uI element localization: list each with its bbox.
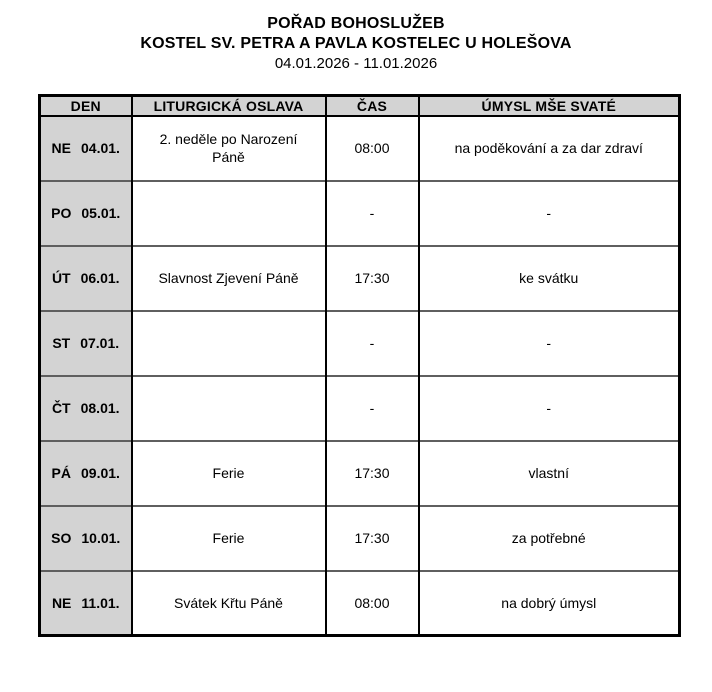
table-row xyxy=(40,246,680,311)
day-abbr: SO xyxy=(51,530,72,546)
day-abbr: ČT xyxy=(51,400,71,416)
date-range: 04.01.2026 - 11.01.2026 xyxy=(274,55,438,72)
column-header-time: ČAS xyxy=(326,96,419,116)
church-name: KOSTEL SV. PETRA A PAVLA KOSTELEC U HOLEŠOVA xyxy=(140,35,572,52)
time-cell: - xyxy=(326,311,419,376)
intention-cell: na poděkování a za dar zdraví xyxy=(419,116,680,181)
table-header-row xyxy=(40,96,680,116)
celebration-cell: Slavnost Zjevení Páně xyxy=(132,246,326,311)
table-row xyxy=(40,571,680,636)
celebration-cell: Ferie xyxy=(132,441,326,506)
day-date: 10.01. xyxy=(81,530,121,546)
day-date: 05.01. xyxy=(81,205,121,221)
day-abbr: ST xyxy=(52,335,71,351)
day-abbr: PÁ xyxy=(51,465,71,481)
table-row xyxy=(40,506,680,571)
day-date: 07.01. xyxy=(80,335,120,351)
day-cell xyxy=(40,506,132,571)
day-abbr: NE xyxy=(51,140,71,156)
day-abbr: ÚT xyxy=(51,270,71,286)
time-cell: 08:00 xyxy=(326,116,419,181)
day-cell xyxy=(40,376,132,441)
celebration-cell xyxy=(132,311,326,376)
time-cell: 17:30 xyxy=(326,441,419,506)
intention-cell: - xyxy=(419,181,680,246)
table-row xyxy=(40,311,680,376)
mass-schedule-table xyxy=(38,94,681,637)
intention-cell: - xyxy=(419,311,680,376)
day-date: 09.01. xyxy=(81,465,120,481)
day-cell xyxy=(40,311,132,376)
time-cell: - xyxy=(326,376,419,441)
time-cell: 17:30 xyxy=(326,506,419,571)
celebration-cell: 2. neděle po Narození Páně xyxy=(132,116,326,181)
day-date: 11.01. xyxy=(81,594,120,611)
day-abbr: PO xyxy=(51,205,72,221)
day-date: 06.01. xyxy=(80,270,120,286)
celebration-cell: Ferie xyxy=(132,506,326,571)
column-header-intention: ÚMYSL MŠE SVATÉ xyxy=(419,96,680,116)
day-abbr: NE xyxy=(51,594,72,611)
intention-cell: za potřebné xyxy=(419,506,680,571)
table-row xyxy=(40,376,680,441)
day-date: 08.01. xyxy=(80,400,120,416)
table-row xyxy=(40,181,680,246)
celebration-cell: Svátek Křtu Páně xyxy=(132,571,326,636)
time-cell: - xyxy=(326,181,419,246)
celebration-cell xyxy=(132,181,326,246)
day-cell xyxy=(40,571,132,636)
day-cell xyxy=(40,116,132,181)
time-cell: 08:00 xyxy=(326,571,419,636)
column-header-day: DEN xyxy=(40,96,132,116)
intention-cell: ke svátku xyxy=(419,246,680,311)
column-header-celebration: LITURGICKÁ OSLAVA xyxy=(132,96,326,116)
celebration-cell xyxy=(132,376,326,441)
day-cell xyxy=(40,441,132,506)
intention-cell: vlastní xyxy=(419,441,680,506)
time-cell: 17:30 xyxy=(326,246,419,311)
intention-cell: - xyxy=(419,376,680,441)
table-row xyxy=(40,441,680,506)
table-row xyxy=(40,116,680,181)
day-cell xyxy=(40,181,132,246)
day-cell xyxy=(40,246,132,311)
document-title: POŘAD BOHOSLUŽEB xyxy=(267,15,445,32)
intention-cell: na dobrý úmysl xyxy=(419,571,680,636)
day-date: 04.01. xyxy=(81,140,120,156)
document-header xyxy=(0,14,712,74)
